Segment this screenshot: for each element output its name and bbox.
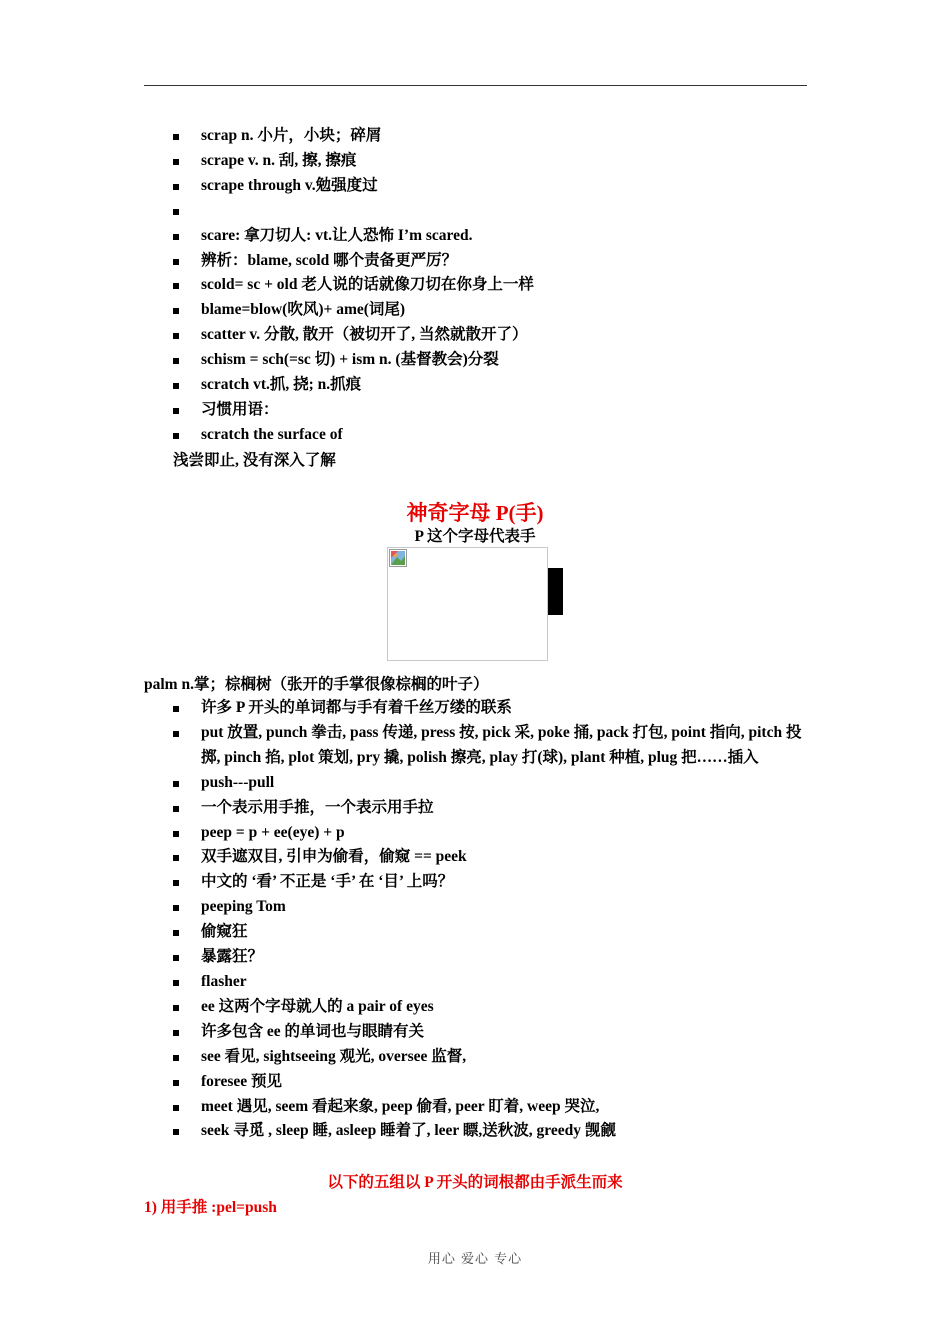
- list-item: foresee 预见: [170, 1070, 810, 1095]
- list-item: flasher: [170, 970, 810, 995]
- list-item: 许多包含 ee 的单词也与眼睛有关: [170, 1020, 810, 1045]
- list-p-words: [170, 696, 810, 1144]
- list-item: peeping Tom: [170, 895, 810, 920]
- list-item: blame=blow(吹风)+ ame(词尾): [170, 298, 810, 323]
- list-item: 许多 P 开头的单词都与手有着千丝万缕的联系: [170, 696, 810, 721]
- broken-image-icon: [389, 549, 407, 567]
- red-centered-note: 以下的五组以 P 开头的词根都由手派生而来: [327, 1174, 623, 1191]
- section-subtitle: P 这个字母代表手: [414, 528, 536, 545]
- list1-tail: 浅尝即止, 没有深入了解: [173, 452, 336, 469]
- list-item: 双手遮双目, 引申为偷看，偷窥 == peek: [170, 845, 810, 870]
- list-item: scatter v. 分散, 散开（被切开了, 当然就散开了）: [170, 323, 810, 348]
- list-item: scare: 拿刀切人: vt.让人恐怖 I’m scared.: [170, 224, 810, 249]
- list-item: scrape v. n. 刮, 擦, 擦痕: [170, 149, 810, 174]
- list-item: [170, 199, 810, 224]
- list-item: push---pull: [170, 771, 810, 796]
- list-item: 暴露狂？: [170, 945, 810, 970]
- list-item: meet 遇见, seem 看起来象, peep 偷看, peer 盯着, weep 哭泣,: [170, 1095, 810, 1120]
- list-item: seek 寻觅 , sleep 睡, asleep 睡着了, leer 瞟,送秋波, greedy 觊觎: [170, 1119, 810, 1144]
- image-placeholder: [387, 547, 548, 661]
- list-item: 一个表示用手推，一个表示用手拉: [170, 796, 810, 821]
- list-item: see 看见, sightseeing 观光, oversee 监督,: [170, 1045, 810, 1070]
- page-footer: 用心 爱心 专心: [427, 1252, 523, 1267]
- list-item: schism = sch(=sc 切) + ism n. (基督教会)分裂: [170, 348, 810, 373]
- red-subheading: 1) 用手推 :pel=push: [144, 1199, 277, 1216]
- list-item: scratch vt.抓, 挠; n.抓痕: [170, 373, 810, 398]
- list-item: scrape through v.勉强度过: [170, 174, 810, 199]
- list-sc-words: [170, 124, 810, 448]
- section-title: 神奇字母 P(手): [406, 501, 544, 525]
- list-item: 辨析：blame, scold 哪个责备更严厉？: [170, 249, 810, 274]
- black-bar: [548, 568, 563, 615]
- header-rule: [144, 85, 807, 86]
- list-item: peep = p + ee(eye) + p: [170, 821, 810, 846]
- list-item: 中文的 ‘看’ 不正是 ‘手’ 在 ‘目’ 上吗？: [170, 870, 810, 895]
- list-item: scratch the surface of: [170, 423, 810, 448]
- list-item: scrap n. 小片，小块；碎屑: [170, 124, 810, 149]
- palm-line: palm n.掌；棕榈树（张开的手掌很像棕榈的叶子）: [144, 676, 489, 693]
- list-item: ee 这两个字母就人的 a pair of eyes: [170, 995, 810, 1020]
- list-item: 偷窥狂: [170, 920, 810, 945]
- list-item: scold= sc + old 老人说的话就像刀切在你身上一样: [170, 273, 810, 298]
- list-item: 习惯用语：: [170, 398, 810, 423]
- list-item: put 放置, punch 拳击, pass 传递, press 按, pick 采, poke 捅, pack 打包, point 指向, pitch 投掷, pinch 掐, plot 策划, pry 撬, polish 擦亮, play 打(球), plant 种植, plug 把……插入: [170, 721, 810, 771]
